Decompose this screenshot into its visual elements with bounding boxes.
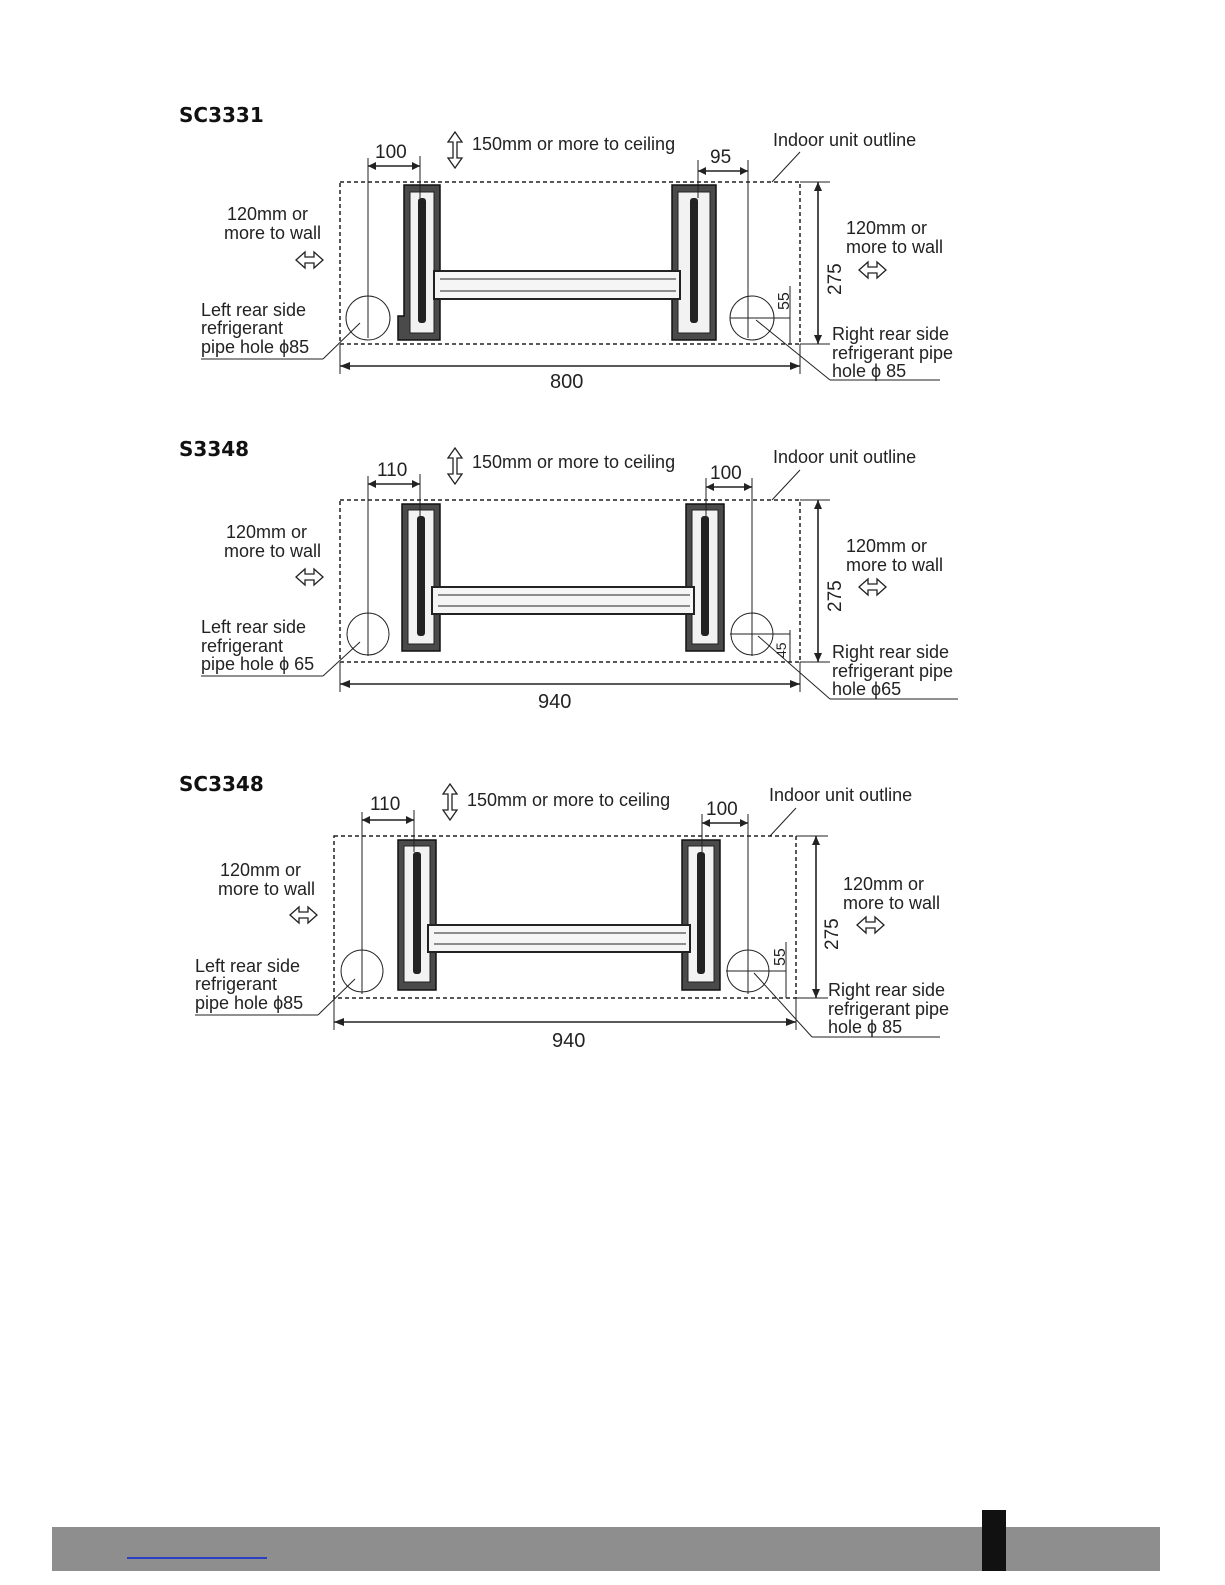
footer-link-underline[interactable] — [127, 1557, 267, 1559]
double-arrow-vertical-icon — [443, 784, 457, 820]
wall-left-line1: 120mm or — [220, 860, 302, 880]
double-arrow-horizontal-icon — [859, 579, 886, 595]
width-label: 940 — [538, 691, 572, 713]
width-label: 800 — [550, 371, 584, 393]
wall-right-line1: 120mm or — [846, 536, 928, 556]
hole-offset-label: 55 — [776, 292, 793, 310]
double-arrow-horizontal-icon — [296, 252, 323, 268]
double-arrow-horizontal-icon — [857, 917, 884, 933]
wall-right-line2: more to wall — [846, 555, 944, 575]
ceiling-note: 150mm or more to ceiling — [472, 134, 676, 154]
left-hole-line1: Left rear side — [195, 956, 301, 976]
outline-label: Indoor unit outline — [773, 130, 917, 150]
double-arrow-vertical-icon — [448, 448, 462, 484]
mounting-plate — [402, 504, 724, 651]
hole-offset-label: 45 — [773, 642, 789, 658]
ceiling-note: 150mm or more to ceiling — [472, 452, 676, 472]
mounting-diagram — [0, 446, 1225, 716]
wall-right-line1: 120mm or — [843, 874, 925, 894]
right-hole-line1: Right rear side — [832, 324, 950, 344]
outline-label: Indoor unit outline — [773, 447, 917, 467]
left-hole-line1: Left rear side — [201, 300, 307, 320]
wall-right-line2: more to wall — [846, 237, 944, 257]
right-hole-line3: hole ϕ65 — [832, 679, 902, 699]
wall-right-line2: more to wall — [843, 893, 941, 913]
model-title: SC3348 — [179, 772, 264, 796]
wall-left-line1: 120mm or — [227, 204, 309, 224]
right-clearance-label: 100 — [710, 463, 742, 484]
model-title: S3348 — [179, 437, 250, 461]
hole-offset-label: 55 — [772, 948, 789, 966]
width-label: 940 — [552, 1030, 586, 1052]
right-hole-line2: refrigerant pipe — [832, 661, 954, 681]
wall-left-line2: more to wall — [224, 223, 322, 243]
wall-right-line1: 120mm or — [846, 218, 928, 238]
right-hole-line2: refrigerant pipe — [832, 343, 954, 363]
left-hole-line2: refrigerant — [201, 636, 284, 656]
left-hole-line2: refrigerant — [201, 318, 284, 338]
right-clearance-label: 95 — [710, 147, 732, 168]
double-arrow-horizontal-icon — [290, 907, 317, 923]
wall-left-line2: more to wall — [224, 541, 322, 561]
wall-left-line2: more to wall — [218, 879, 316, 899]
right-hole-line1: Right rear side — [832, 642, 950, 662]
right-hole-line3: hole ϕ 85 — [832, 361, 907, 381]
double-arrow-horizontal-icon — [296, 569, 323, 585]
double-arrow-vertical-icon — [448, 132, 462, 168]
left-hole-line3: pipe hole ϕ 65 — [201, 654, 315, 674]
right-hole-line3: hole ϕ 85 — [828, 1017, 903, 1037]
left-hole-line1: Left rear side — [201, 617, 307, 637]
mounting-diagram — [0, 782, 1225, 1052]
height-label: 275 — [825, 263, 846, 295]
right-hole-line2: refrigerant pipe — [828, 999, 950, 1019]
left-hole-line3: pipe hole ϕ85 — [201, 337, 310, 357]
height-label: 275 — [825, 580, 846, 612]
mounting-plate — [398, 840, 720, 990]
mounting-plate — [398, 185, 716, 340]
left-hole-line3: pipe hole ϕ85 — [195, 993, 304, 1013]
height-label: 275 — [822, 918, 843, 950]
model-title: SC3331 — [179, 103, 264, 127]
outline-label: Indoor unit outline — [769, 785, 913, 805]
wall-left-line1: 120mm or — [226, 522, 308, 542]
right-clearance-label: 100 — [706, 799, 738, 820]
ceiling-note: 150mm or more to ceiling — [467, 790, 671, 810]
left-clearance-label: 110 — [377, 460, 408, 481]
double-arrow-horizontal-icon — [859, 262, 886, 278]
mounting-diagram — [0, 128, 1225, 398]
page-tab-marker — [982, 1510, 1006, 1571]
left-hole-line2: refrigerant — [195, 974, 278, 994]
left-clearance-label: 100 — [375, 142, 407, 163]
right-hole-line1: Right rear side — [828, 980, 946, 1000]
left-clearance-label: 110 — [370, 794, 401, 815]
